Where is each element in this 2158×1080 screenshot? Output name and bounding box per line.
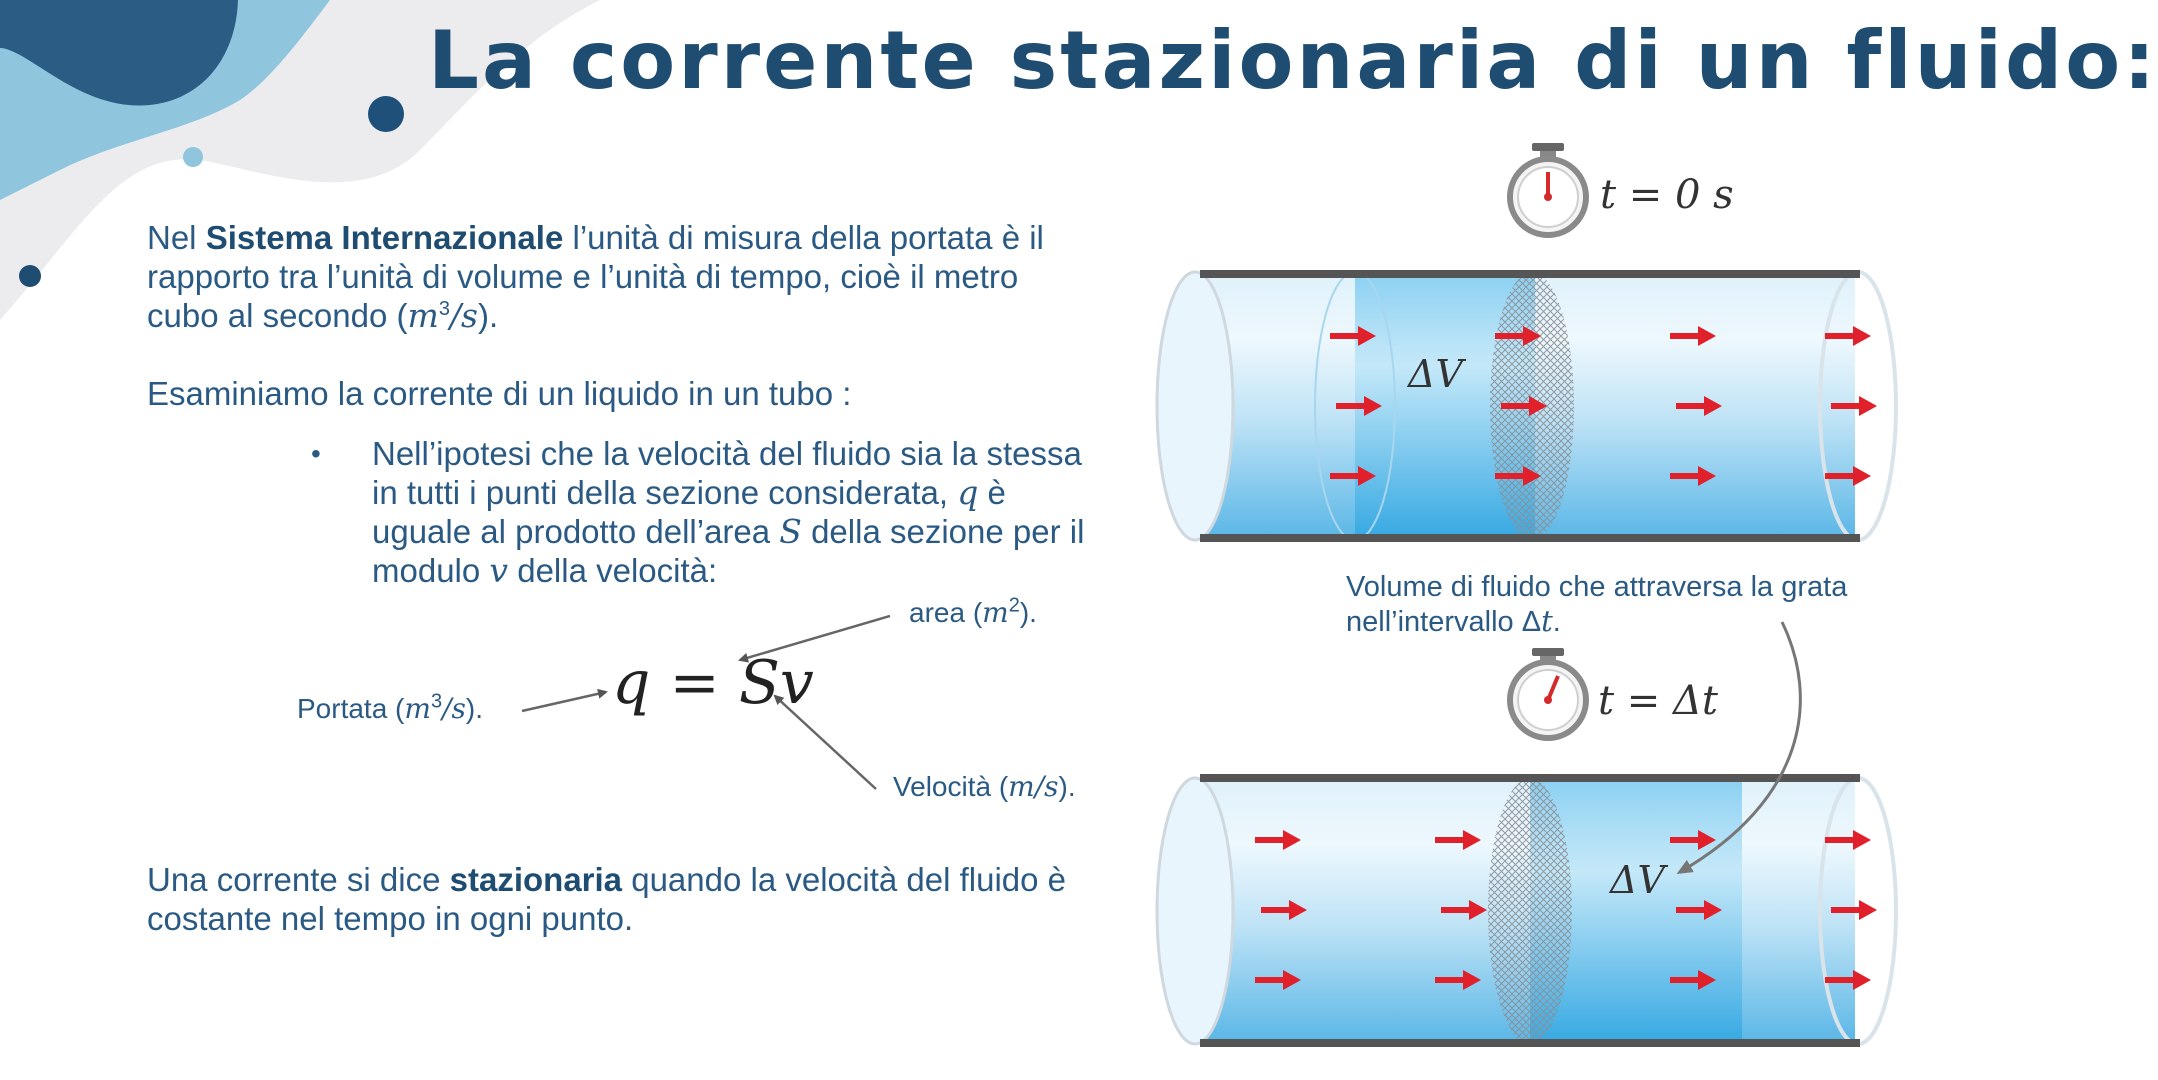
vel-unit: m/s (1008, 770, 1059, 803)
delta-v-bottom: ΔV (1610, 858, 1665, 902)
caption-t: t (1541, 604, 1553, 638)
intro-unit-den: /s (449, 296, 478, 335)
page-title: La corrente stazionaria di un fluido: (428, 14, 2158, 107)
caption-end: . (1552, 606, 1561, 638)
vel-label-text: Velocità ( (893, 771, 1009, 802)
bullet-t3: della sezione per il modulo (372, 513, 1085, 589)
bullet-t1: Nell’ipotesi che la velocità del fluido sia la stessa in tutti i punti della sezione considerata, (372, 435, 1082, 511)
portata-end: ). (465, 693, 483, 724)
area-label-text: area ( (909, 597, 983, 628)
examine-text: Esaminiamo la corrente di un liquido in un tubo : (147, 375, 852, 412)
bullet-marker: • (311, 438, 321, 469)
portata-exp: 3 (430, 690, 443, 713)
time-label-0: t = 0 s (1600, 172, 1734, 218)
grid-bottom (1488, 778, 1572, 1044)
area-unit: m (982, 596, 1009, 629)
stopwatch-icon (1510, 143, 1586, 235)
bullet-v: v (489, 551, 509, 590)
time-label-dt: t = Δt (1598, 678, 1718, 724)
stopwatch-icon (1510, 648, 1586, 738)
bullet-t2: è uguale al prodotto dell’area (372, 474, 1006, 550)
bullet-S: S (779, 512, 802, 551)
area-exp: 2 (1008, 594, 1020, 617)
intro-pre: Nel (147, 219, 206, 256)
portata-label-text: Portata ( (297, 693, 405, 724)
formula: q = Sv (612, 648, 814, 718)
intro-bold: Sistema Internazionale (205, 219, 564, 256)
bullet-q: q (957, 473, 979, 512)
stationary-post: quando la velocità del fluido è costante nel tempo in ogni punto. (147, 861, 1067, 937)
intro-unit-base: m (407, 296, 439, 335)
area-end: ). (1019, 597, 1037, 628)
intro-post: l’unità di misura della portata è il rapporto tra l’unità di volume e l’unità di tempo, cioè il metro cubo al secondo ( (147, 219, 1044, 334)
caption-text: Volume di fluido che attraversa la grata nell’intervallo Δ (1346, 571, 1848, 638)
figure-caption (1346, 570, 1866, 639)
stationary-pre: Una corrente si dice (147, 861, 450, 898)
delta-v-top: ΔV (1408, 352, 1463, 396)
portata-unit: m (404, 692, 431, 725)
bullet-t4: della velocità: (508, 552, 718, 589)
vel-end: ). (1058, 771, 1076, 802)
intro-end: ). (478, 297, 499, 334)
portata-den: /s (442, 692, 466, 725)
intro-unit-exp: 3 (438, 298, 450, 320)
stationary-bold: stazionaria (449, 861, 623, 898)
